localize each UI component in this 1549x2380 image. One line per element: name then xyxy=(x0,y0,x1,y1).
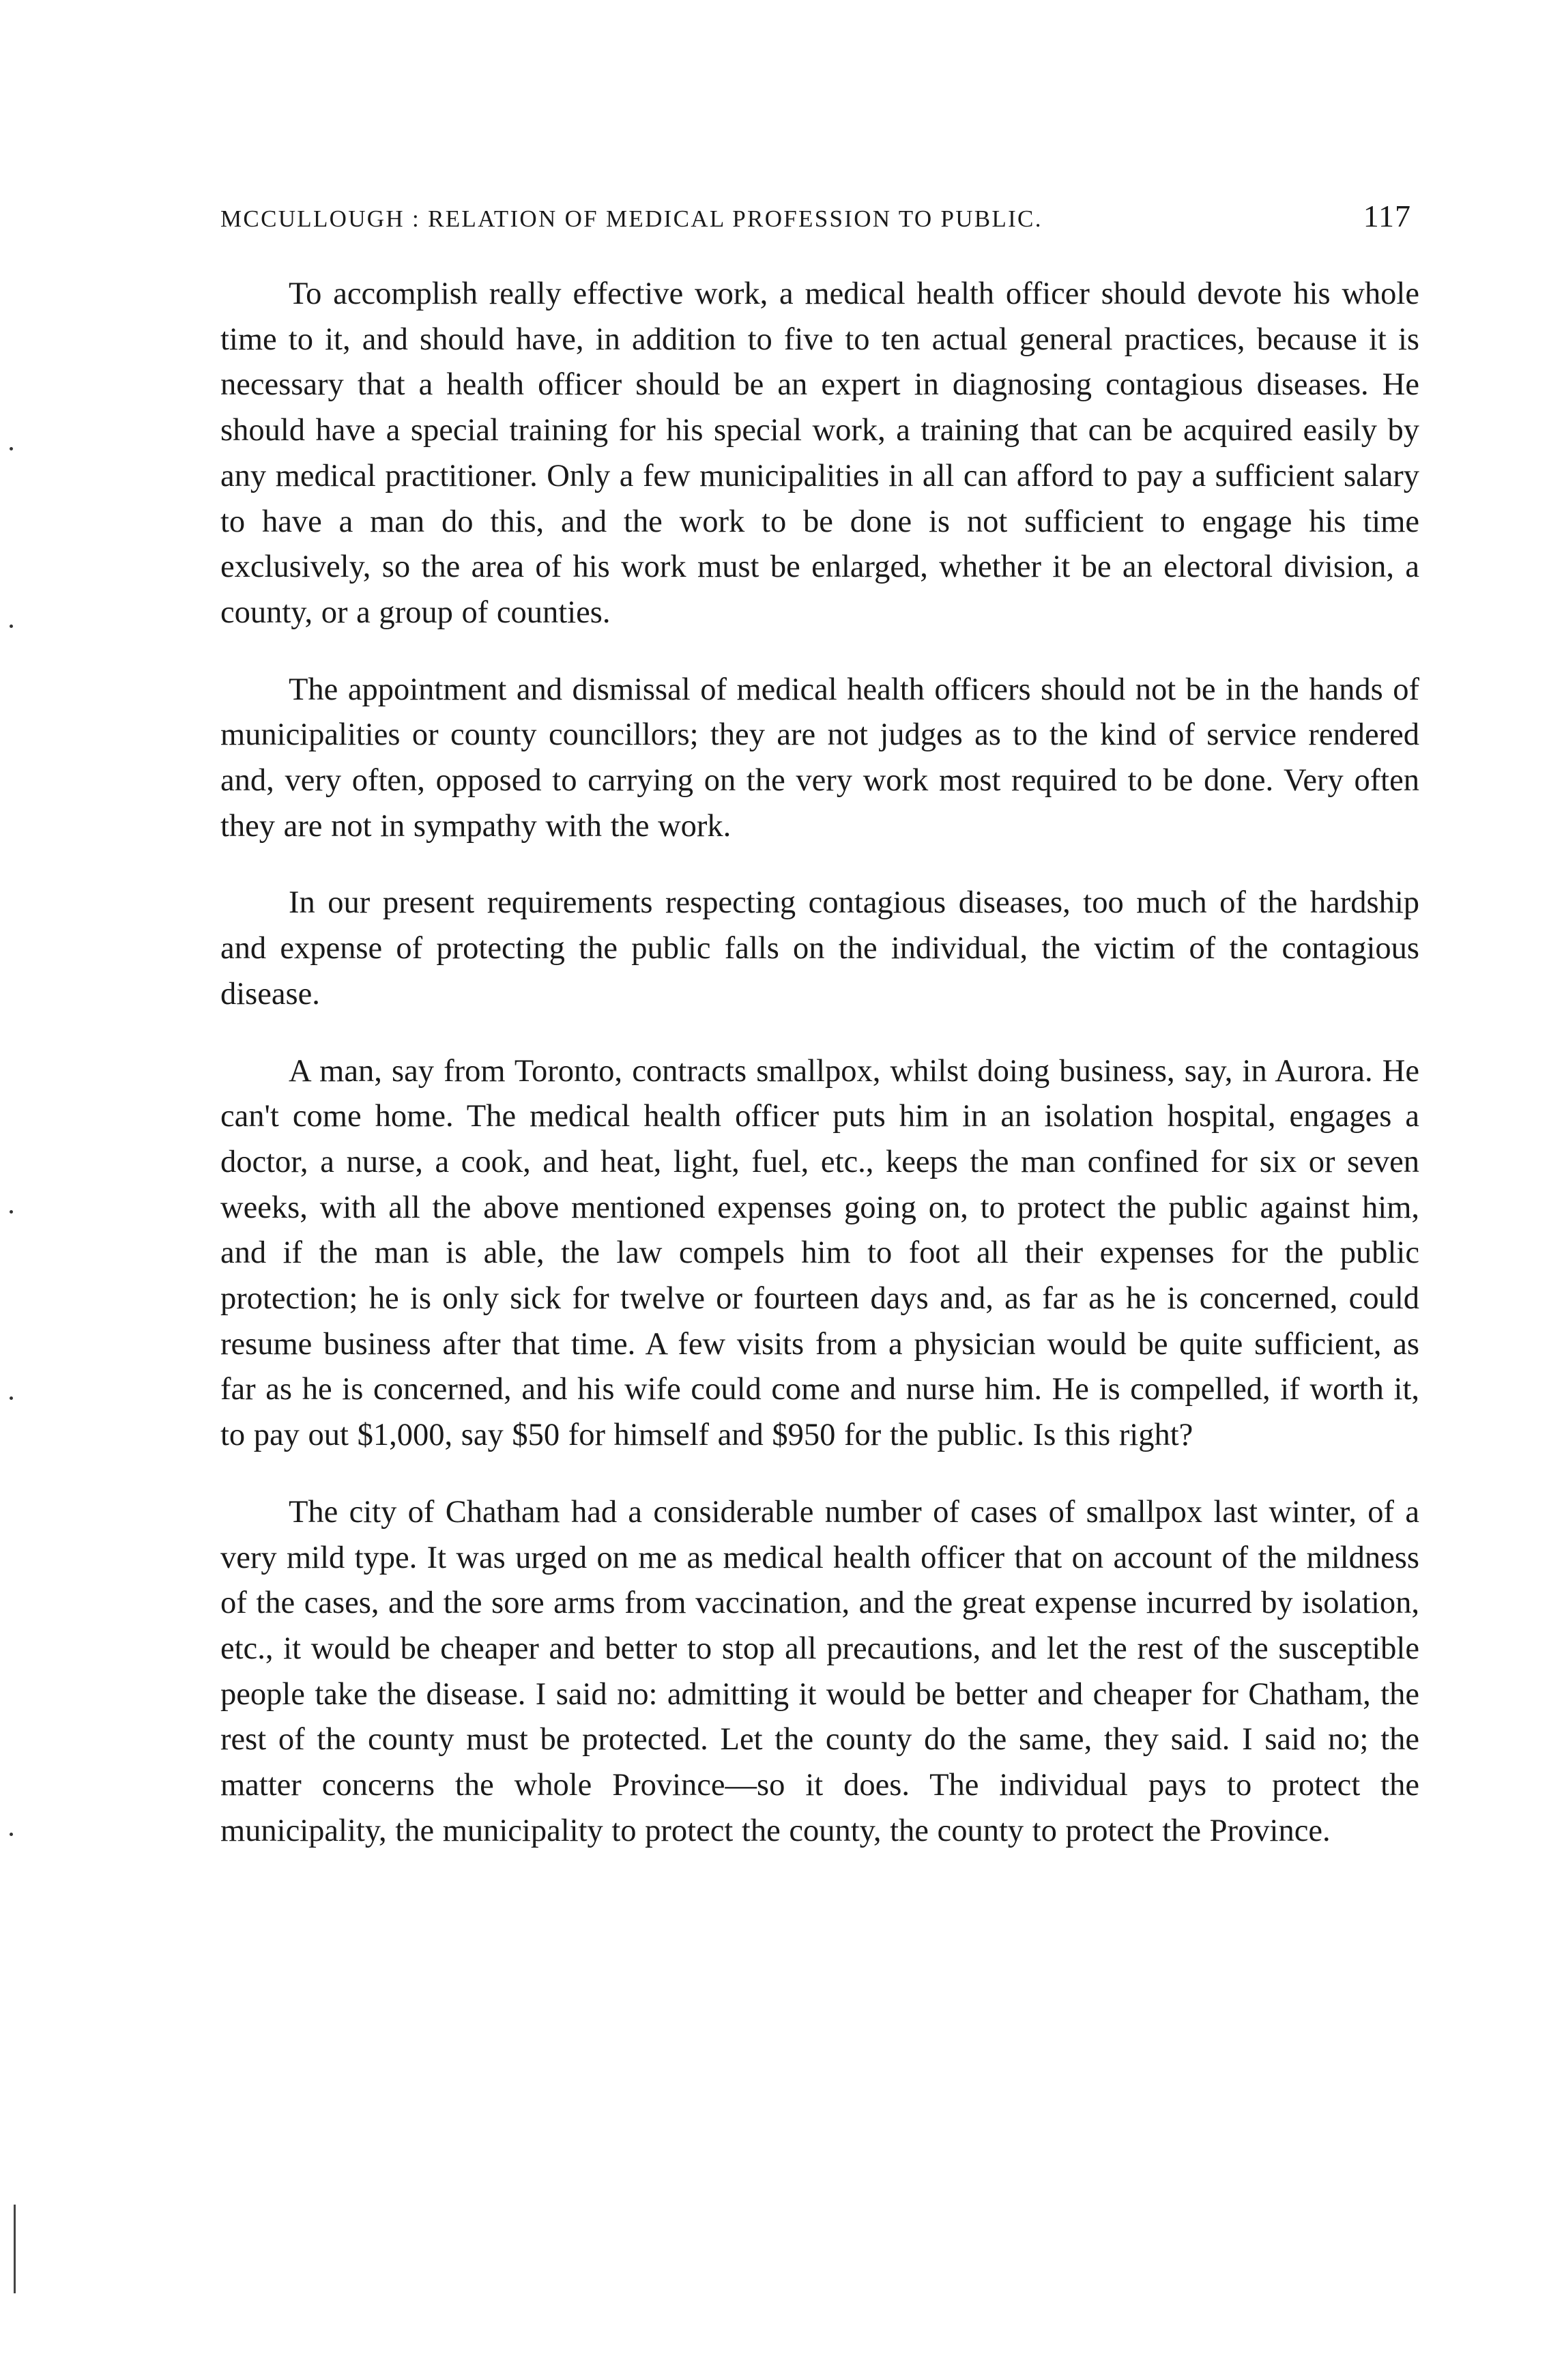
body-text xyxy=(220,272,1419,1886)
page-number: 117 xyxy=(1363,199,1411,233)
margin-speck xyxy=(10,1210,13,1214)
paragraph-4: A man, say from Toronto, contracts smallpox, whilst doing business, say, in Aurora. He can't come home. The medical health officer puts him in an isolation hospital, engages a doctor, a nurse, a cook, and heat, light, fuel, etc., keeps the man confined for six or seven weeks, with all the above mentioned expenses going on, to protect the public against him, and if the man is able, the law compels him to foot all their expenses for the public protection; he is only sick for twelve or fourteen days and, as far as he is concerned, could resume business after that time. A few visits from a physician would be quite sufficient, as far as he is concerned, and his wife could come and nurse him. He is compelled, if worth it, to pay out $1,000, say $50 for himself and $950 for the public. Is this right? xyxy=(220,1053,1419,1453)
scan-edge-mark xyxy=(14,2205,16,2293)
running-header xyxy=(220,198,1411,239)
paragraph-5: The city of Chatham had a considerable number of cases of smallpox last winter, of a very mild type. It was urged on me as medical health officer that on account of the mildness of the cases, and the sore arms from vaccination, and the great expense incurred by isolation, etc., it would be cheaper and better to stop all precautions, and let the rest of the susceptible people take the disease. I said no: admitting it would be better and cheaper for Chatham, the rest of the county must be protected. Let the county do the same, they said. I said no; the matter concerns the whole Province—so it does. The individual pays to protect the municipality, the municipality to protect the county, the county to protect the Province. xyxy=(220,1494,1419,1848)
margin-speck xyxy=(10,1833,13,1836)
margin-speck xyxy=(10,1396,13,1400)
paragraph-2: The appointment and dismissal of medical health officers should not be in the hands of municipalities or county councillors; they are not judges as to the kind of service rendered and, very often, opposed to carrying on the very work most required to be done. Very often they are not in sympathy with the work. xyxy=(220,672,1419,844)
paragraph-3: In our present requirements respecting contagious diseases, too much of the hardship and expense of protecting the public falls on the individual, the victim of the contagious disease. xyxy=(220,885,1419,1012)
running-title: MCCULLOUGH : RELATION OF MEDICAL PROFESSION TO PUBLIC. xyxy=(220,205,1043,232)
margin-speck xyxy=(10,447,13,450)
paragraph-1: To accomplish really effective work, a medical health officer should devote his whole time to it, and should have, in addition to five to ten actual general practices, because it is necessary that a health officer should be an expert in diagnosing contagious diseases. He should have a special training for his special work, a training that can be acquired easily by any medical practitioner. Only a few municipalities in all can afford to pay a sufficient salary to have a man do this, and the work to be done is not sufficient to engage his time exclusively, so the area of his work must be enlarged, whether it be an electoral division, a county, or a group of counties. xyxy=(220,276,1419,630)
margin-speck xyxy=(10,625,13,628)
